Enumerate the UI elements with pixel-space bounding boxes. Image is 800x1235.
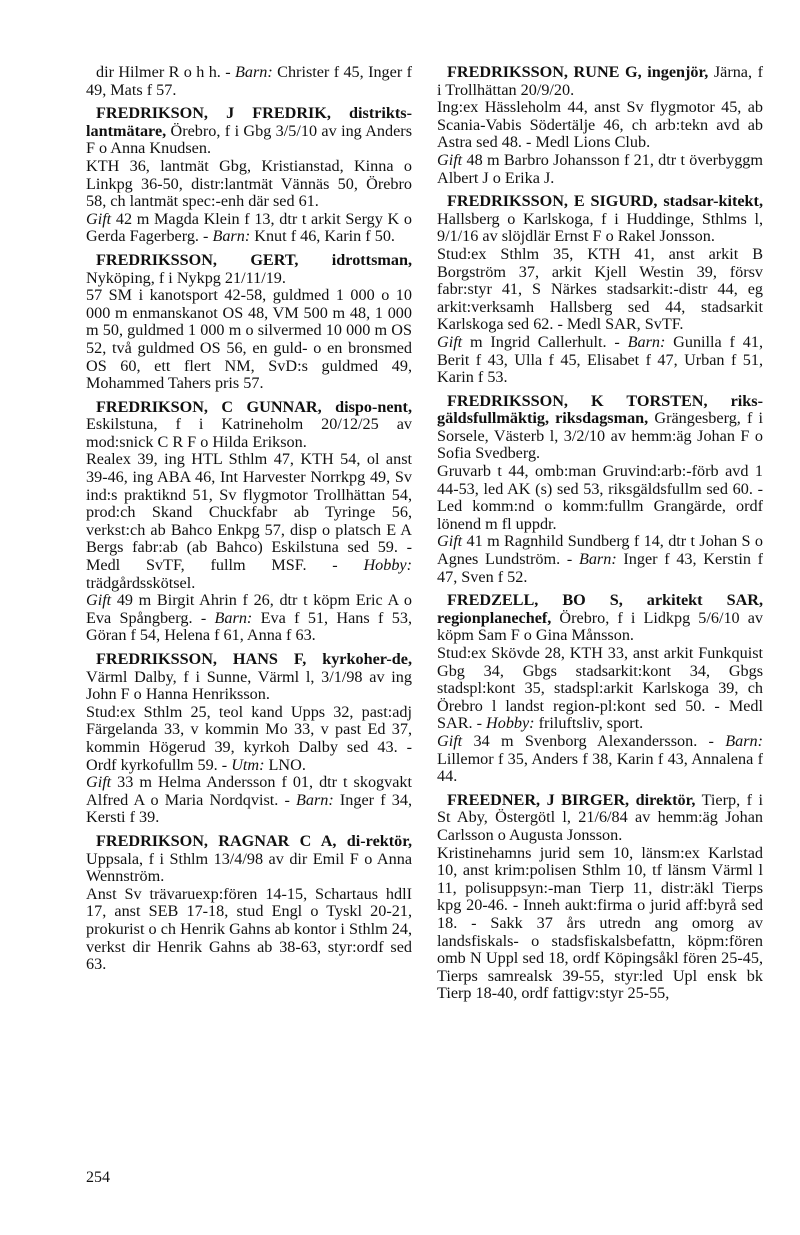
entry-label: Gift bbox=[437, 150, 463, 169]
entry-text: Ing:ex Hässleholm 44, anst Sv flygmotor 45, ab Scania-Vabis Södertälje 46, ch arb:tekn avd ab Astra sed 48. - Medl Lions Club. bbox=[437, 98, 763, 152]
entry-text: Järna, f i Trollhättan 20/9/20. bbox=[437, 63, 764, 99]
entry-heading: FREEDNER, J BIRGER, direktör, bbox=[447, 790, 696, 809]
entry-text: Inger f 43, Kerstin f 47, Sven f 52. bbox=[437, 550, 764, 586]
entry-paragraph bbox=[86, 651, 412, 704]
entry-text: 42 m Magda Klein f 13, dtr t arkit Sergy K o Gerda Fagerberg. - bbox=[86, 209, 412, 246]
entry-paragraph bbox=[437, 592, 763, 645]
entry-text: trädgårdsskötsel. bbox=[86, 573, 196, 592]
entry-label: Gift bbox=[86, 773, 112, 792]
entry-paragraph bbox=[437, 533, 763, 586]
entry-label: Barn: bbox=[212, 227, 251, 246]
entry-paragraph bbox=[437, 152, 763, 187]
entry-fredriksson-e-sigurd bbox=[437, 193, 763, 387]
entry-paragraph bbox=[437, 463, 763, 533]
entry-text: Grängesberg, f i Sorsele, Västerb l, 3/2/10 av hemm:äg Johan F o Sofia Svedberg. bbox=[437, 409, 763, 463]
entry-text: 34 m Svenborg Alexandersson. - bbox=[462, 731, 726, 750]
entry-fredrikson-c-gunnar bbox=[86, 399, 412, 645]
entry-text: Eskilstuna, f i Katrineholm 20/12/25 av mod:snick C R F o Hilda Erikson. bbox=[86, 415, 412, 451]
entry-text: Örebro, f i Lidkpg 5/6/10 av köpm Sam F o Gina Månsson. bbox=[437, 608, 763, 645]
entry-label: Gift bbox=[86, 591, 112, 610]
entry-label: Barn: bbox=[627, 332, 666, 351]
entry-text: KTH 36, lantmät Gbg, Kristianstad, Kinna o Linkpg 36-50, distr:lantmät Vännäs 50, Örebro 58, ch lantmät spec:-enh där sed 61. bbox=[86, 156, 412, 211]
entry-heading: FREDRIKSSON, K TORSTEN, riks-gäldsfullmäktig, riksdagsman, bbox=[437, 391, 763, 428]
entry-label: Hobby: bbox=[486, 714, 535, 733]
entry-label: Gift bbox=[437, 532, 463, 551]
entry-paragraph bbox=[86, 704, 412, 774]
entry-fredrikson-ragnar-c-a bbox=[86, 833, 412, 974]
entry-label: Barn: bbox=[214, 608, 253, 627]
entry-paragraph bbox=[86, 105, 412, 158]
entry-text: Nyköping, f i Nykpg 21/11/19. bbox=[86, 268, 286, 287]
entry-fredriksson-hans-f bbox=[86, 651, 412, 827]
entry-paragraph bbox=[86, 252, 412, 287]
right-column bbox=[437, 64, 763, 1009]
entry-label: Gift bbox=[437, 731, 463, 750]
entry-label: Gift bbox=[86, 209, 112, 228]
entry-label: Barn: bbox=[578, 550, 617, 569]
entry-text: m Ingrid Callerhult. - bbox=[462, 332, 628, 351]
entry-text: Uppsala, f i Sthlm 13/4/98 av dir Emil F o Anna Wennström. bbox=[86, 849, 412, 886]
entry-label: Utm: bbox=[231, 755, 265, 774]
entry-text: Inger f 34, Kersti f 39. bbox=[86, 790, 412, 827]
entry-text: Stud:ex Sthlm 35, KTH 41, anst arkit B Borgström 37, arkit Kjell Westin 39, försv fabr:styr 41, S Närkes stadsarkit:-distr 44, eg arkit:verksamh Hallsberg sed 44, stadsarkit Karlskoga sed 62. - Medl SAR, SvTF. bbox=[437, 244, 763, 334]
entry-paragraph bbox=[86, 886, 412, 974]
entry-heading: FREDRIKSON, C GUNNAR, dispo-nent, bbox=[96, 397, 412, 416]
entry-text: Värml Dalby, f i Sunne, Värml l, 3/1/98 av ing John F o Hanna Henriksson. bbox=[86, 667, 412, 704]
entry-paragraph bbox=[437, 645, 763, 733]
entry-text: 49 m Birgit Ahrin f 26, dtr t köpm Eric A o Eva Spångberg. - bbox=[86, 591, 412, 627]
entry-text: Lillemor f 35, Anders f 38, Karin f 43, Annalena f 44. bbox=[437, 749, 763, 786]
entry-paragraph bbox=[437, 845, 763, 1003]
entry-label: Barn: bbox=[725, 731, 763, 750]
entry-paragraph bbox=[437, 99, 763, 152]
entry-text: 41 m Ragnhild Sundberg f 14, dtr t Johan S o Agnes Lundström. - bbox=[437, 532, 763, 569]
entry-fredzell-bo-s bbox=[437, 592, 763, 786]
entry-text: 33 m Helma Andersson f 01, dtr t skogvakt Alfred A o Maria Nordqvist. - bbox=[86, 773, 412, 809]
entry-text: Gunilla f 41, Berit f 43, Ulla f 45, Elisabet f 47, Urban f 51, Karin f 53. bbox=[437, 332, 763, 387]
entry-text: friluftsliv, sport. bbox=[534, 714, 644, 733]
entry-fredrikson-j-fredrik bbox=[86, 105, 412, 246]
page-number: 254 bbox=[86, 1169, 110, 1186]
entry-paragraph bbox=[437, 193, 763, 246]
entry-paragraph bbox=[437, 792, 763, 845]
entry-freedner-j-birger bbox=[437, 792, 763, 1003]
entry-heading: FREDRIKSSON, RUNE G, ingenjör, bbox=[447, 63, 709, 81]
entry-paragraph bbox=[86, 211, 412, 246]
entry-text: dir Hilmer R o h h. - bbox=[96, 63, 236, 81]
entry-cont bbox=[86, 64, 412, 99]
entry-paragraph bbox=[437, 393, 763, 463]
entry-text: LNO. bbox=[264, 755, 306, 774]
entry-heading: FREDRIKSSON, E SIGURD, stadsar-kitekt, bbox=[447, 192, 763, 211]
entry-paragraph bbox=[86, 287, 412, 393]
entry-text: Stud:ex Sthlm 25, teol kand Upps 32, past:adj Färgelanda 33, v kommin Mo 33, v past Ed 37, kommin Högerud 39, kyrkoh Dalby sed 43. - Ordf kyrkofullm 59. - bbox=[86, 702, 412, 774]
entry-paragraph bbox=[437, 733, 763, 786]
entry-heading: FREDZELL, BO S, arkitekt SAR, regionplanechef, bbox=[437, 591, 763, 627]
entry-text: Christer f 45, Inger f 49, Mats f 57. bbox=[86, 63, 412, 99]
entry-heading: FREDRIKSSON, HANS F, kyrkoher-de, bbox=[96, 650, 412, 668]
entry-text: 57 SM i kanotsport 42-58, guldmed 1 000 o 10 000 m enmanskanot OS 48, VM 500 m 48, 1 000 m 50, guldmed 1 000 m o silvermed 10 000 m OS 52, två guldmed OS 56, en guld- o en bronsmed OS 60, ett flert NM, SvD:s guldmed 49, Mohammed Tahers pris 57. bbox=[86, 286, 412, 393]
entry-paragraph bbox=[86, 64, 412, 99]
entry-paragraph bbox=[437, 64, 763, 99]
entry-text: Tierp, f i St Aby, Östergötl l, 21/6/84 av hemm:äg Johan Carlsson o Augusta Jonsson. bbox=[437, 790, 763, 844]
entry-paragraph bbox=[437, 334, 763, 387]
entry-label: Barn: bbox=[235, 63, 273, 81]
entry-paragraph bbox=[437, 246, 763, 334]
entry-text: Hallsberg o Karlskoga, f i Huddinge, Sthlms l, 9/1/16 av slöjdlär Ernst F o Rakel Jonsson. bbox=[437, 209, 763, 246]
entry-fredriksson-rune-g bbox=[437, 64, 763, 187]
entry-fredriksson-k-torsten bbox=[437, 393, 763, 587]
entry-label: Barn: bbox=[296, 790, 334, 809]
entry-heading: FREDRIKSSON, GERT, idrottsman, bbox=[96, 250, 412, 269]
entry-paragraph bbox=[86, 774, 412, 827]
entry-text: Realex 39, ing HTL Sthlm 47, KTH 54, ol anst 39-46, ing ABA 46, Int Harvester Norrkpg 49, Sv ind:s praktiknd 51, Sv flygmotor Trollhättan 54, prod:ch Skand Chuckfabr ab Tyringe 56, verkst:ch ab Bahco Enkpg 57, disp o platsch E A Bergs fabr:ab (ab Bahco) Eskilstuna sed 59. - Medl SvTF, fullm MSF. - bbox=[86, 450, 412, 575]
entry-text: Anst Sv trävaruexp:fören 14-15, Schartaus hdlI 17, anst SEB 17-18, stud Engl o Tyskl 20-21, prokurist o ch Henrik Gahns ab kontor i Sthlm 24, verkst dir Henrik Gahns ab 38-63, styr:ordf sed 63. bbox=[86, 884, 412, 974]
entry-text: Stud:ex Skövde 28, KTH 33, anst arkit Funkquist Gbg 34, Gbgs stadsarkit:kont 34, Gbgs stadspl:kont 35, stadspl:arkit Karlskoga 39, ch Örebro l landst region-pl:kont sed 50. - Medl SAR. - bbox=[437, 644, 763, 733]
entry-label: Gift bbox=[437, 332, 463, 351]
entry-text: Örebro, f i Gbg 3/5/10 av ing Anders F o Anna Knudsen. bbox=[86, 121, 412, 158]
entry-paragraph bbox=[86, 158, 412, 211]
entry-paragraph bbox=[86, 451, 412, 592]
entry-text: 48 m Barbro Johansson f 21, dtr t överbyggm Albert J o Erika J. bbox=[437, 150, 763, 187]
entry-heading: FREDRIKSON, RAGNAR C A, di-rektör, bbox=[96, 831, 412, 850]
left-column bbox=[86, 64, 412, 980]
entry-heading: FREDRIKSON, J FREDRIK, distrikts-lantmätare, bbox=[86, 104, 412, 140]
entry-text: Gruvarb t 44, omb:man Gruvind:arb:-förb avd 1 44-53, led AK (s) sed 53, riksgäldsfullm sed 60. - Led komm:nd o komm:fullm Grangärde, ordf lönend m fl uppdr. bbox=[437, 462, 763, 533]
entry-paragraph bbox=[86, 592, 412, 645]
entry-paragraph bbox=[86, 833, 412, 886]
entry-text: Eva f 51, Hans f 53, Göran f 54, Helena f 61, Anna f 63. bbox=[86, 608, 412, 645]
entry-text: Knut f 46, Karin f 50. bbox=[250, 227, 395, 246]
entry-paragraph bbox=[86, 399, 412, 452]
entry-text: Kristinehamns jurid sem 10, länsm:ex Karlstad 10, anst krim:polisen Sthlm 10, tf länsm Värml l 11, polisuppsyn:-man Tierp 11, distr:äkl Tierps kpg 20-46. - Inneh aukt:firma o jurid aff:byrå sed 18. - Sakk 37 års utredn ang omorg av landsfiskals- o stadsfiskalsbefattn, köpm:fören omb N Uppl sed 18, ordf Köpingsåkl fören 25-45, Tierps samrealsk 39-55, styr:led Upl ensk bk Tierp 18-40, ordf fattigv:styr 25-55, bbox=[437, 843, 763, 1003]
entry-label: Hobby: bbox=[363, 556, 412, 575]
entry-fredriksson-gert bbox=[86, 252, 412, 393]
